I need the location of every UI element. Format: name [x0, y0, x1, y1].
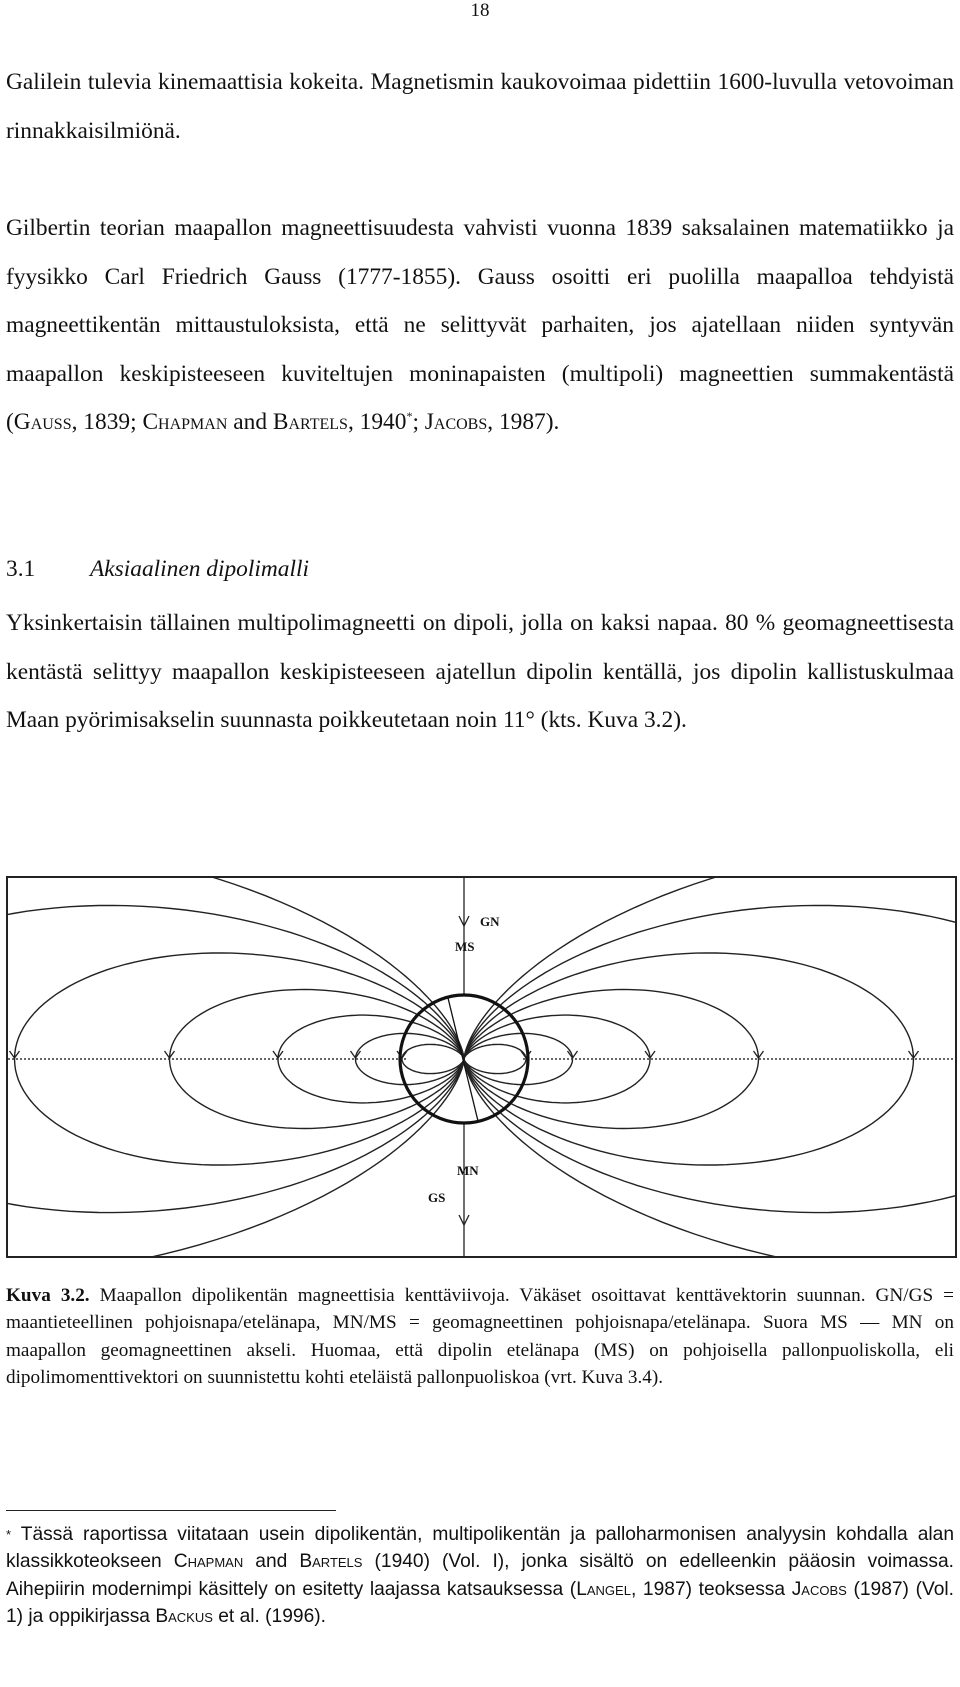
paragraph-text: , 1839;: [71, 409, 143, 436]
author-citation: Jacobs: [424, 409, 488, 436]
field-lines-diagram: [8, 878, 955, 1256]
section-number: 3.1: [6, 556, 36, 582]
footnote-text: et al. (1996).: [212, 1605, 326, 1627]
field-line: [464, 1044, 526, 1073]
field-line: [464, 878, 955, 1256]
author-citation: Bartels: [299, 1551, 363, 1573]
paragraph-intro: Galilein tulevia kinemaattisia kokeita. Magnetismin kaukovoimaa pidettiin 1600-luvulla vetovoiman rinnakkaisilmiönä.: [6, 69, 954, 144]
paragraph-text: ;: [412, 409, 425, 436]
field-line: [356, 1033, 465, 1084]
author-citation: Langel: [576, 1578, 631, 1600]
label-gn: GN: [480, 914, 500, 929]
paragraph-text: , 1987).: [487, 409, 560, 436]
footnote-reference[interactable]: *: [406, 409, 413, 424]
caption-text: Maapallon dipolikentän magneettisia kenttäviivoja. Väkäset osoittavat kenttävektorin suunnan. GN/GS = maantieteellinen pohjoisnapa/etelänapa, MN/MS = geomagneettinen pohjoisnapa/etelänapa. Suora MS — MN on maapallon geomagneettinen akseli. Huomaa, että dipolin etelänapa (MS) on pohjoisella pallonpuoliskolla, eli dipolimomenttivektori on suunnistettu kohti eteläistä pallonpuoliskoa (vrt. Kuva 3.4).: [6, 1285, 954, 1388]
paragraph-dipole: Yksinkertaisin tällainen multipolimagneetti on dipoli, jolla on kaksi napaa. 80 % geomagneettisesta kentästä selittyy maapallon keskipisteeseen ajatellun dipolin kentällä, jos dipolin kallistuskulmaa Maan pyörimisakselin suunnasta poikkeutetaan noin 11° (kts. Kuva 3.2).: [6, 610, 954, 734]
paragraph-text: , 1940: [347, 409, 407, 436]
section-title: Aksiaalinen dipolimalli: [90, 556, 309, 582]
paragraph-text: and: [227, 409, 273, 436]
figure-caption: [6, 1282, 954, 1391]
footnote-text: (1987) (Vol. 1) ja oppikirjassa: [6, 1578, 954, 1627]
dipole-field-figure: [6, 876, 957, 1258]
field-line: [464, 905, 955, 1212]
caption-label: Kuva 3.2.: [6, 1285, 90, 1306]
footnote-text: (1940) (Vol. I), jonka sisältö on edelleenkin pääosin voimassa. Aihepiirin modernimpi käsittely on esitetty laajassa katsauksessa (: [6, 1551, 954, 1600]
label-ms: MS: [455, 939, 475, 954]
geomagnetic-axis: [448, 998, 478, 1121]
label-gs: GS: [428, 1190, 446, 1205]
footnote-text: , 1987) teoksessa: [630, 1578, 792, 1600]
author-citation: Gauss: [13, 409, 72, 436]
section-heading: [6, 556, 309, 583]
author-citation: Backus: [155, 1605, 213, 1627]
author-citation: Chapman: [142, 409, 228, 436]
footnote-divider: [6, 1510, 336, 1511]
paragraph-text: Gilbertin teorian maapallon magneettisuudesta vahvisti vuonna 1839 saksalainen matematiikko ja fyysikko Carl Friedrich Gauss (1777-1855). Gauss osoitti eri puolilla maapalloa tehdyistä magneettikentän mittaustuloksista, että ne selittyvät parhaiten, jos ajatellaan niiden syntyvän maapallon keskipisteeseen kuviteltujen moninapaisten (multipoli) magneettien summakentästä (: [6, 215, 954, 436]
footnote-text: and: [243, 1551, 300, 1573]
field-line: [402, 1044, 464, 1073]
footnote: [6, 1521, 954, 1630]
page-number: 18: [470, 0, 490, 21]
footnote-mark: *: [6, 1527, 12, 1542]
author-citation: Jacobs: [791, 1578, 847, 1600]
label-mn: MN: [457, 1163, 479, 1178]
author-citation: Bartels: [272, 409, 348, 436]
author-citation: Chapman: [173, 1551, 244, 1573]
footnote-text: Tässä raportissa viitataan usein dipolikentän, multipolikentän ja palloharmonisen analyysin kohdalla alan klassikkoteokseen: [6, 1524, 954, 1573]
paragraph-gauss: [6, 204, 954, 447]
